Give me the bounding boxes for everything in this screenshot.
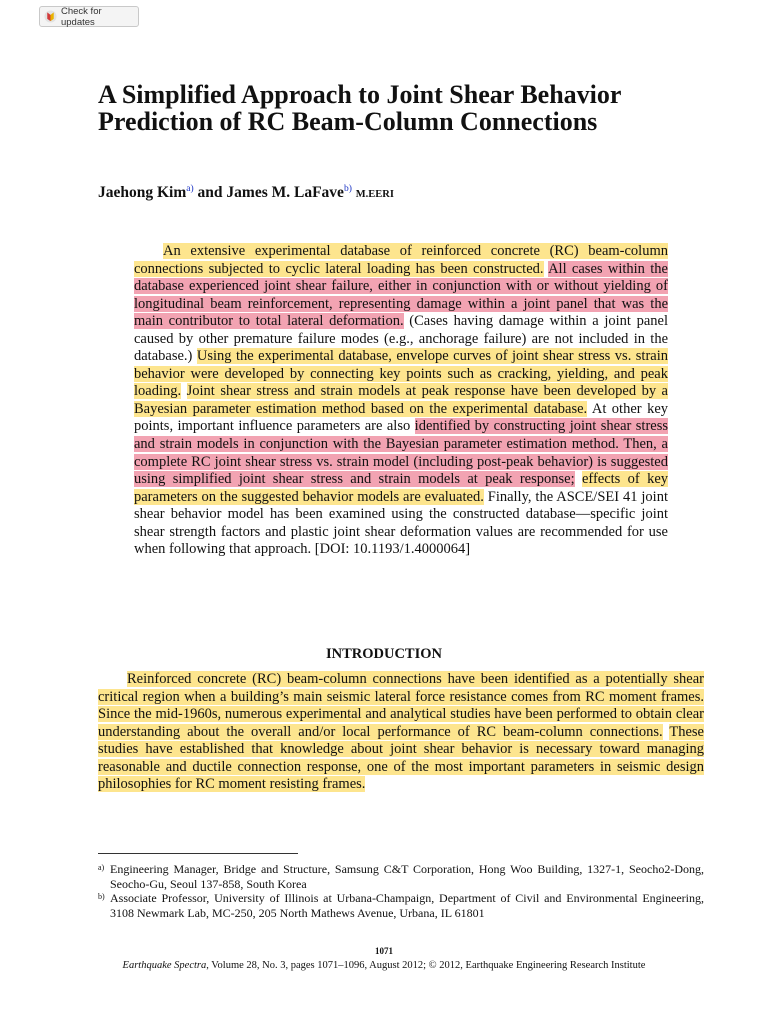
- journal-name: Earthquake Spectra: [122, 960, 207, 971]
- membership-label: M.EERI: [355, 189, 394, 200]
- abstract: [134, 243, 668, 559]
- footnote-divider: [98, 853, 298, 854]
- highlighted-text: Joint shear stress and strain models at peak response have been developed by a Bayesian parameter estimation method based on the experimental database.: [134, 383, 668, 417]
- footnote-mark: a): [98, 863, 105, 872]
- highlighted-text: An extensive experimental database of reinforced concrete (RC) beam-column connections subjected to cyclic lateral loading has been constructed.: [134, 243, 668, 277]
- highlighted-text: identified by constructing joint shear stress and strain models in conjunction with the Bayesian parameter estimation method. Then, a complete RC joint shear stress vs. strain model (including post-peak behavior) is suggested using simplified joint shear stress and strain models at peak response;: [134, 418, 668, 488]
- footnotes: [98, 862, 704, 920]
- author-connector: and: [193, 184, 227, 201]
- footnote-text: Engineering Manager, Bridge and Structure, Samsung C&T Corporation, Hong Woo Building, 1327-1, Seocho2-Dong, Seocho-Gu, Seoul 137-858, South Korea: [110, 862, 704, 891]
- highlighted-text: effects of key parameters on the suggested behavior models are evaluated.: [134, 471, 669, 505]
- abstract-text: (Cases having damage within a joint panel caused by other premature failure modes (e.g., anchorage failure) are not included in the database.): [134, 313, 669, 365]
- page-number: 1071: [375, 946, 393, 956]
- abstract-text: At other key points, important influence parameters are also: [134, 400, 668, 435]
- section-heading: INTRODUCTION: [325, 646, 442, 662]
- abstract-text: Finally, the ASCE/SEI 41 joint shear behavior model has been examined using the constructed database—specific joint shear strength factors and plastic joint shear deformation values are recommended for use when following that approach. [DOI: 10.1193/1.4000064]: [134, 488, 668, 558]
- author-name: James M. LaFave: [226, 184, 344, 201]
- author-name: Jaehong Kim: [98, 184, 187, 201]
- citation-details: , Volume 28, No. 3, pages 1071–1096, August 2012; © 2012, Earthquake Engineering Research Institute: [206, 960, 646, 971]
- footnote-a: [98, 862, 704, 891]
- journal-citation: [0, 960, 768, 971]
- footnote-mark: b): [98, 892, 105, 902]
- highlighted-text: All cases within the database experienced joint shear failure, either in conjunction with or without yielding of longitudinal beam reinforcement, representing damage within a joint panel that was the main contributor to total lateral deformation.: [134, 260, 668, 330]
- footnote-text: Associate Professor, University of Illinois at Urbana-Champaign, Department of Civil and Environmental Engineering, 3108 Newmark Lab, MC-250, 205 North Mathews Avenue, Urbana, IL 61801: [110, 891, 704, 920]
- check-for-updates-button[interactable]: [39, 6, 139, 27]
- check-for-updates-label: Check for updates: [60, 5, 102, 28]
- author-line: [98, 184, 394, 202]
- highlighted-text: Using the experimental database, envelope curves of joint shear stress vs. strain behavior were developed by connecting key points such as cracking, yielding, and peak loading.: [134, 348, 669, 400]
- footnote-b: [98, 891, 704, 920]
- footnote-link-a[interactable]: a): [186, 184, 194, 194]
- paper-title: A Simplified Approach to Joint Shear Behavior Prediction of RC Beam-Column Connections: [98, 80, 621, 136]
- introduction-paragraph: [98, 671, 704, 794]
- highlighted-text: Reinforced concrete (RC) beam-column connections have been identified as a potentially shear critical region when a building’s main seismic lateral force resistance comes from RC moment frames. Since the mid-1960s, numerous experimental and analytical studies have been performed to obtain clear understanding about the overall and/or local performance of RC beam-column connections.: [98, 671, 704, 740]
- footnote-link-b[interactable]: b): [343, 184, 352, 194]
- highlighted-text: These studies have established that knowledge about joint shear behavior is necessary toward managing reasonable and ductile connection response, one of the most important parameters in seismic design philosophies for RC moment resisting frames.: [98, 723, 704, 793]
- update-bookmark-icon: [44, 10, 57, 23]
